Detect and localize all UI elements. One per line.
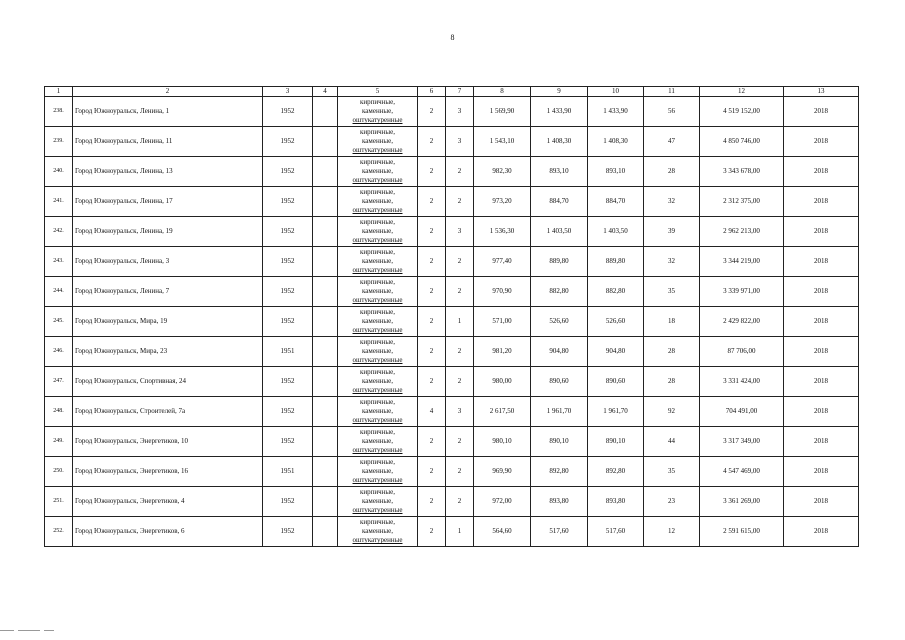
plan-year-cell: 2018 — [784, 457, 859, 487]
wall-material-line: оштукатуренные — [352, 176, 403, 185]
cost-cell: 2 312 375,00 — [700, 187, 784, 217]
year-built-cell: 1952 — [263, 517, 313, 547]
wall-material-cell — [338, 307, 418, 337]
total-area-cell: 2 617,50 — [474, 397, 531, 427]
table-body — [45, 97, 859, 547]
cost-cell: 3 343 678,00 — [700, 157, 784, 187]
plan-year-cell: 2018 — [784, 247, 859, 277]
entrances-cell: 1 — [446, 307, 474, 337]
wall-material-line: каменные, — [362, 166, 393, 175]
floors-cell: 2 — [418, 277, 446, 307]
plan-year-cell: 2018 — [784, 367, 859, 397]
residents-cell: 39 — [644, 217, 700, 247]
floors-cell: 2 — [418, 337, 446, 367]
page-number: 8 — [450, 33, 455, 42]
wall-material-line: каменные, — [362, 226, 393, 235]
plan-year-cell: 2018 — [784, 337, 859, 367]
cost-cell: 4 519 152,00 — [700, 97, 784, 127]
entrances-cell: 2 — [446, 277, 474, 307]
living-area-cell: 517,60 — [531, 517, 588, 547]
plan-year-cell: 2018 — [784, 487, 859, 517]
column-4-cell — [313, 457, 338, 487]
wall-material-cell — [338, 187, 418, 217]
residents-cell: 23 — [644, 487, 700, 517]
plan-year-cell: 2018 — [784, 517, 859, 547]
entrances-cell: 3 — [446, 217, 474, 247]
year-built-cell: 1952 — [263, 427, 313, 457]
wall-material-line: оштукатуренные — [352, 206, 403, 215]
plan-year-cell: 2018 — [784, 397, 859, 427]
entrances-cell: 2 — [446, 337, 474, 367]
plan-year-cell: 2018 — [784, 97, 859, 127]
total-area-cell: 981,20 — [474, 337, 531, 367]
total-area-cell: 973,20 — [474, 187, 531, 217]
residents-cell: 92 — [644, 397, 700, 427]
row-number: 238. — [45, 97, 73, 127]
column-4-cell — [313, 277, 338, 307]
plan-year-cell: 2018 — [784, 277, 859, 307]
total-area-cell: 980,00 — [474, 367, 531, 397]
wall-material-cell — [338, 517, 418, 547]
plan-year-cell: 2018 — [784, 187, 859, 217]
wall-material-line: кирпичные, — [360, 187, 395, 196]
housing-table-container — [44, 86, 859, 547]
column-header-1: 1 — [45, 87, 73, 97]
table-row — [45, 127, 859, 157]
floors-cell: 2 — [418, 217, 446, 247]
plan-year-cell: 2018 — [784, 307, 859, 337]
residential-area-cell: 893,80 — [588, 487, 644, 517]
wall-material-line: каменные, — [362, 256, 393, 265]
wall-material-cell — [338, 127, 418, 157]
wall-material-line: оштукатуренные — [352, 386, 403, 395]
year-built-cell: 1952 — [263, 367, 313, 397]
wall-material-line: каменные, — [362, 316, 393, 325]
year-built-cell: 1952 — [263, 247, 313, 277]
wall-material-cell — [338, 157, 418, 187]
row-number: 242. — [45, 217, 73, 247]
column-4-cell — [313, 307, 338, 337]
residential-area-cell: 889,80 — [588, 247, 644, 277]
column-4-cell — [313, 487, 338, 517]
living-area-cell: 890,10 — [531, 427, 588, 457]
table-row — [45, 157, 859, 187]
living-area-cell: 1 961,70 — [531, 397, 588, 427]
total-area-cell: 972,00 — [474, 487, 531, 517]
entrances-cell: 3 — [446, 97, 474, 127]
wall-material-cell — [338, 367, 418, 397]
entrances-cell: 2 — [446, 247, 474, 277]
column-header-4: 4 — [313, 87, 338, 97]
row-number: 251. — [45, 487, 73, 517]
wall-material-line: оштукатуренные — [352, 536, 403, 545]
residential-area-cell: 893,10 — [588, 157, 644, 187]
wall-material-line: каменные, — [362, 286, 393, 295]
wall-material-line: кирпичные, — [360, 247, 395, 256]
wall-material-line: каменные, — [362, 346, 393, 355]
wall-material-line: кирпичные, — [360, 457, 395, 466]
floors-cell: 2 — [418, 457, 446, 487]
address-cell: Город Южноуральск, Ленина, 19 — [73, 217, 263, 247]
residential-area-cell: 1 408,30 — [588, 127, 644, 157]
total-area-cell: 982,30 — [474, 157, 531, 187]
wall-material-line: оштукатуренные — [352, 116, 403, 125]
entrances-cell: 3 — [446, 397, 474, 427]
wall-material-line: каменные, — [362, 196, 393, 205]
column-header-5: 5 — [338, 87, 418, 97]
residents-cell: 32 — [644, 247, 700, 277]
wall-material-line: оштукатуренные — [352, 356, 403, 365]
residential-area-cell: 890,60 — [588, 367, 644, 397]
residents-cell: 44 — [644, 427, 700, 457]
table-row — [45, 457, 859, 487]
cost-cell: 3 361 269,00 — [700, 487, 784, 517]
year-built-cell: 1952 — [263, 127, 313, 157]
residents-cell: 28 — [644, 157, 700, 187]
total-area-cell: 571,00 — [474, 307, 531, 337]
residential-area-cell: 890,10 — [588, 427, 644, 457]
cost-cell: 2 429 822,00 — [700, 307, 784, 337]
column-header-8: 8 — [474, 87, 531, 97]
wall-material-line: оштукатуренные — [352, 296, 403, 305]
residential-area-cell: 884,70 — [588, 187, 644, 217]
entrances-cell: 2 — [446, 487, 474, 517]
entrances-cell: 2 — [446, 427, 474, 457]
year-built-cell: 1952 — [263, 397, 313, 427]
wall-material-line: кирпичные, — [360, 367, 395, 376]
wall-material-line: кирпичные, — [360, 337, 395, 346]
column-4-cell — [313, 517, 338, 547]
entrances-cell: 2 — [446, 187, 474, 217]
residents-cell: 28 — [644, 337, 700, 367]
address-cell: Город Южноуральск, Энергетиков, 16 — [73, 457, 263, 487]
table-row — [45, 277, 859, 307]
cost-cell: 3 317 349,00 — [700, 427, 784, 457]
address-cell: Город Южноуральск, Мира, 23 — [73, 337, 263, 367]
residential-area-cell: 882,80 — [588, 277, 644, 307]
header-row — [45, 87, 859, 97]
wall-material-line: каменные, — [362, 496, 393, 505]
column-header-13: 13 — [784, 87, 859, 97]
cost-cell: 3 344 219,00 — [700, 247, 784, 277]
address-cell: Город Южноуральск, Ленина, 11 — [73, 127, 263, 157]
total-area-cell: 1 543,10 — [474, 127, 531, 157]
plan-year-cell: 2018 — [784, 217, 859, 247]
wall-material-line: оштукатуренные — [352, 266, 403, 275]
wall-material-line: оштукатуренные — [352, 446, 403, 455]
row-number: 249. — [45, 427, 73, 457]
table-row — [45, 397, 859, 427]
column-header-6: 6 — [418, 87, 446, 97]
address-cell: Город Южноуральск, Ленина, 3 — [73, 247, 263, 277]
total-area-cell: 980,10 — [474, 427, 531, 457]
wall-material-cell — [338, 217, 418, 247]
total-area-cell: 564,60 — [474, 517, 531, 547]
living-area-cell: 890,60 — [531, 367, 588, 397]
floors-cell: 2 — [418, 427, 446, 457]
living-area-cell: 893,80 — [531, 487, 588, 517]
residents-cell: 47 — [644, 127, 700, 157]
wall-material-line: каменные, — [362, 526, 393, 535]
address-cell: Город Южноуральск, Ленина, 1 — [73, 97, 263, 127]
wall-material-cell — [338, 247, 418, 277]
residential-area-cell: 904,80 — [588, 337, 644, 367]
residential-area-cell: 892,80 — [588, 457, 644, 487]
wall-material-cell — [338, 397, 418, 427]
wall-material-line: кирпичные, — [360, 127, 395, 136]
total-area-cell: 969,90 — [474, 457, 531, 487]
row-number: 250. — [45, 457, 73, 487]
column-4-cell — [313, 187, 338, 217]
table-row — [45, 427, 859, 457]
floors-cell: 4 — [418, 397, 446, 427]
column-header-7: 7 — [446, 87, 474, 97]
wall-material-line: оштукатуренные — [352, 416, 403, 425]
address-cell: Город Южноуральск, Ленина, 7 — [73, 277, 263, 307]
residents-cell: 35 — [644, 277, 700, 307]
wall-material-line: кирпичные, — [360, 517, 395, 526]
table-row — [45, 97, 859, 127]
wall-material-line: оштукатуренные — [352, 326, 403, 335]
scan-artifact — [0, 630, 80, 634]
cost-cell: 2 962 213,00 — [700, 217, 784, 247]
floors-cell: 2 — [418, 97, 446, 127]
wall-material-line: кирпичные, — [360, 307, 395, 316]
residents-cell: 35 — [644, 457, 700, 487]
entrances-cell: 2 — [446, 367, 474, 397]
table-header — [45, 87, 859, 97]
entrances-cell: 1 — [446, 517, 474, 547]
year-built-cell: 1951 — [263, 457, 313, 487]
wall-material-cell — [338, 97, 418, 127]
column-header-3: 3 — [263, 87, 313, 97]
entrances-cell: 2 — [446, 157, 474, 187]
wall-material-line: оштукатуренные — [352, 476, 403, 485]
table-row — [45, 217, 859, 247]
row-number: 239. — [45, 127, 73, 157]
row-number: 243. — [45, 247, 73, 277]
address-cell: Город Южноуральск, Энергетиков, 4 — [73, 487, 263, 517]
plan-year-cell: 2018 — [784, 127, 859, 157]
residents-cell: 56 — [644, 97, 700, 127]
column-4-cell — [313, 337, 338, 367]
wall-material-line: каменные, — [362, 136, 393, 145]
address-cell: Город Южноуральск, Спортивная, 24 — [73, 367, 263, 397]
living-area-cell: 526,60 — [531, 307, 588, 337]
floors-cell: 2 — [418, 307, 446, 337]
floors-cell: 2 — [418, 187, 446, 217]
wall-material-line: кирпичные, — [360, 277, 395, 286]
year-built-cell: 1952 — [263, 97, 313, 127]
residential-area-cell: 1 403,50 — [588, 217, 644, 247]
plan-year-cell: 2018 — [784, 427, 859, 457]
living-area-cell: 884,70 — [531, 187, 588, 217]
plan-year-cell: 2018 — [784, 157, 859, 187]
row-number: 240. — [45, 157, 73, 187]
year-built-cell: 1952 — [263, 307, 313, 337]
housing-table — [44, 86, 859, 547]
address-cell: Город Южноуральск, Мира, 19 — [73, 307, 263, 337]
residents-cell: 32 — [644, 187, 700, 217]
wall-material-line: кирпичные, — [360, 427, 395, 436]
row-number: 252. — [45, 517, 73, 547]
column-header-12: 12 — [700, 87, 784, 97]
residential-area-cell: 517,60 — [588, 517, 644, 547]
table-row — [45, 367, 859, 397]
year-built-cell: 1952 — [263, 187, 313, 217]
living-area-cell: 1 408,30 — [531, 127, 588, 157]
address-cell: Город Южноуральск, Энергетиков, 6 — [73, 517, 263, 547]
wall-material-line: оштукатуренные — [352, 506, 403, 515]
row-number: 248. — [45, 397, 73, 427]
address-cell: Город Южноуральск, Энергетиков, 10 — [73, 427, 263, 457]
wall-material-line: кирпичные, — [360, 97, 395, 106]
column-header-11: 11 — [644, 87, 700, 97]
residents-cell: 18 — [644, 307, 700, 337]
cost-cell: 704 491,00 — [700, 397, 784, 427]
wall-material-line: каменные, — [362, 466, 393, 475]
living-area-cell: 904,80 — [531, 337, 588, 367]
living-area-cell: 1 433,90 — [531, 97, 588, 127]
wall-material-line: кирпичные, — [360, 487, 395, 496]
cost-cell: 3 339 971,00 — [700, 277, 784, 307]
floors-cell: 2 — [418, 517, 446, 547]
wall-material-line: каменные, — [362, 106, 393, 115]
year-built-cell: 1952 — [263, 487, 313, 517]
year-built-cell: 1952 — [263, 217, 313, 247]
column-header-2: 2 — [73, 87, 263, 97]
address-cell: Город Южноуральск, Ленина, 13 — [73, 157, 263, 187]
column-4-cell — [313, 247, 338, 277]
year-built-cell: 1952 — [263, 277, 313, 307]
floors-cell: 2 — [418, 247, 446, 277]
row-number: 245. — [45, 307, 73, 337]
cost-cell: 2 591 615,00 — [700, 517, 784, 547]
wall-material-line: каменные, — [362, 406, 393, 415]
wall-material-cell — [338, 277, 418, 307]
row-number: 247. — [45, 367, 73, 397]
column-4-cell — [313, 157, 338, 187]
wall-material-cell — [338, 457, 418, 487]
column-4-cell — [313, 217, 338, 247]
column-4-cell — [313, 97, 338, 127]
total-area-cell: 970,90 — [474, 277, 531, 307]
column-header-9: 9 — [531, 87, 588, 97]
table-row — [45, 517, 859, 547]
table-row — [45, 247, 859, 277]
address-cell: Город Южноуральск, Ленина, 17 — [73, 187, 263, 217]
living-area-cell: 889,80 — [531, 247, 588, 277]
year-built-cell: 1951 — [263, 337, 313, 367]
cost-cell: 4 850 746,00 — [700, 127, 784, 157]
entrances-cell: 2 — [446, 457, 474, 487]
wall-material-cell — [338, 487, 418, 517]
wall-material-line: оштукатуренные — [352, 146, 403, 155]
address-cell: Город Южноуральск, Строителей, 7а — [73, 397, 263, 427]
residential-area-cell: 526,60 — [588, 307, 644, 337]
wall-material-cell — [338, 337, 418, 367]
wall-material-line: кирпичные, — [360, 397, 395, 406]
wall-material-line: каменные, — [362, 376, 393, 385]
total-area-cell: 1 569,90 — [474, 97, 531, 127]
wall-material-line: кирпичные, — [360, 157, 395, 166]
table-row — [45, 307, 859, 337]
residents-cell: 12 — [644, 517, 700, 547]
living-area-cell: 893,10 — [531, 157, 588, 187]
row-number: 246. — [45, 337, 73, 367]
cost-cell: 4 547 469,00 — [700, 457, 784, 487]
wall-material-line: оштукатуренные — [352, 236, 403, 245]
living-area-cell: 1 403,50 — [531, 217, 588, 247]
floors-cell: 2 — [418, 367, 446, 397]
floors-cell: 2 — [418, 127, 446, 157]
cost-cell: 3 331 424,00 — [700, 367, 784, 397]
year-built-cell: 1952 — [263, 157, 313, 187]
floors-cell: 2 — [418, 487, 446, 517]
residential-area-cell: 1 961,70 — [588, 397, 644, 427]
cost-cell: 87 706,00 — [700, 337, 784, 367]
wall-material-cell — [338, 427, 418, 457]
column-4-cell — [313, 367, 338, 397]
table-row — [45, 187, 859, 217]
column-4-cell — [313, 397, 338, 427]
table-row — [45, 487, 859, 517]
residential-area-cell: 1 433,90 — [588, 97, 644, 127]
wall-material-line: каменные, — [362, 436, 393, 445]
row-number: 241. — [45, 187, 73, 217]
living-area-cell: 892,80 — [531, 457, 588, 487]
table-row — [45, 337, 859, 367]
entrances-cell: 3 — [446, 127, 474, 157]
wall-material-line: кирпичные, — [360, 217, 395, 226]
living-area-cell: 882,80 — [531, 277, 588, 307]
column-4-cell — [313, 127, 338, 157]
column-header-10: 10 — [588, 87, 644, 97]
column-4-cell — [313, 427, 338, 457]
row-number: 244. — [45, 277, 73, 307]
total-area-cell: 977,40 — [474, 247, 531, 277]
floors-cell: 2 — [418, 157, 446, 187]
residents-cell: 28 — [644, 367, 700, 397]
total-area-cell: 1 536,30 — [474, 217, 531, 247]
